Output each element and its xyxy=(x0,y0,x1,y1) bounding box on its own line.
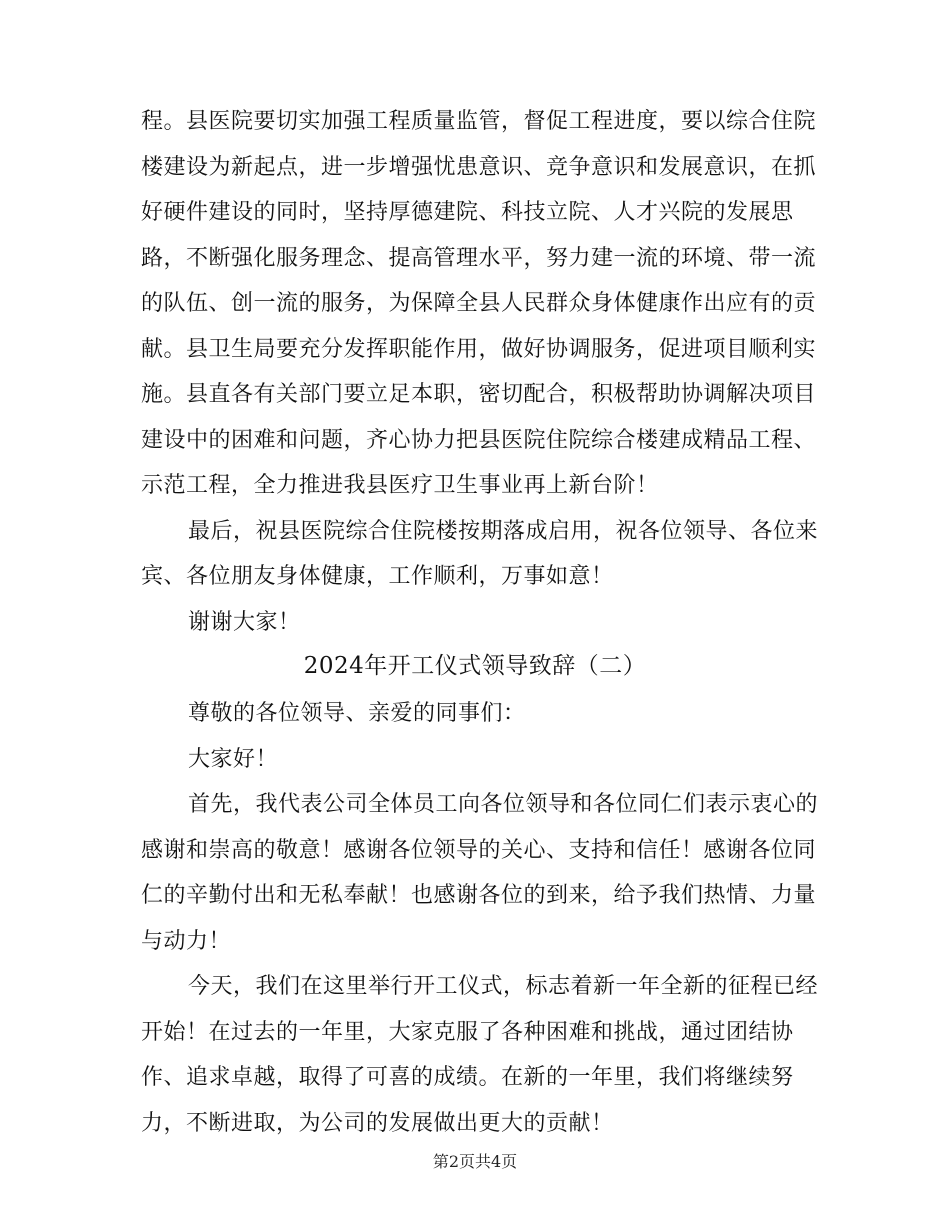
closing-thanks: 谢谢大家！ xyxy=(188,610,301,635)
body-text-line: 程。县医院要切实加强工程质量监管，督促工程进度，要以综合住院 xyxy=(141,109,817,134)
body-text-line: 力，不断进取，为公司的发展做出更大的贡献！ xyxy=(141,1111,614,1136)
body-text-line: 好硬件建设的同时，坚持厚德建院、科技立院、人才兴院的发展思 xyxy=(141,200,794,225)
body-text-line: 施。县直各有关部门要立足本职，密切配合，积极帮助协调解决项目 xyxy=(141,382,817,407)
salutation: 尊敬的各位领导、亲爱的同事们： xyxy=(188,701,526,726)
body-text-line: 仁的辛勤付出和无私奉献！也感谢各位的到来，给予我们热情、力量 xyxy=(141,883,817,908)
section-title: 2024年开工仪式领导致辞（二） xyxy=(303,653,647,679)
body-text-line: 路，不断强化服务理念、提高管理水平，努力建一流的环境、带一流 xyxy=(141,246,817,271)
body-text-line: 楼建设为新起点，进一步增强忧患意识、竞争意识和发展意识，在抓 xyxy=(141,155,817,180)
greeting: 大家好！ xyxy=(188,747,279,772)
body-text-line: 的队伍、创一流的服务，为保障全县人民群众身体健康作出应有的贡 xyxy=(141,291,817,316)
body-text-line: 最后，祝县医院综合住院楼按期落成启用，祝各位领导、各位来 xyxy=(188,519,819,544)
body-text-line: 建设中的困难和问题，齐心协力把县医院住院综合楼建成精品工程、 xyxy=(141,428,817,453)
body-text-line: 作、追求卓越，取得了可喜的成绩。在新的一年里，我们将继续努 xyxy=(141,1065,794,1090)
body-text-line: 首先，我代表公司全体员工向各位领导和各位同仁们表示衷心的 xyxy=(188,792,819,817)
body-text-line: 感谢和崇高的敬意！感谢各位领导的关心、支持和信任！感谢各位同 xyxy=(141,838,817,863)
body-text-line: 与动力！ xyxy=(141,929,232,954)
body-text-line: 开始！在过去的一年里，大家克服了各种困难和挑战，通过团结协 xyxy=(141,1020,794,1045)
body-text-line: 献。县卫生局要充分发挥职能作用，做好协调服务，促进项目顺利实 xyxy=(141,337,817,362)
body-text-line: 今天，我们在这里举行开工仪式，标志着新一年全新的征程已经 xyxy=(188,974,819,999)
body-text-line: 示范工程，全力推进我县医疗卫生事业再上新台阶！ xyxy=(141,473,659,498)
body-text-line: 宾、各位朋友身体健康，工作顺利，万事如意！ xyxy=(141,564,614,589)
page-number: 第2页共4页 xyxy=(432,1152,518,1171)
